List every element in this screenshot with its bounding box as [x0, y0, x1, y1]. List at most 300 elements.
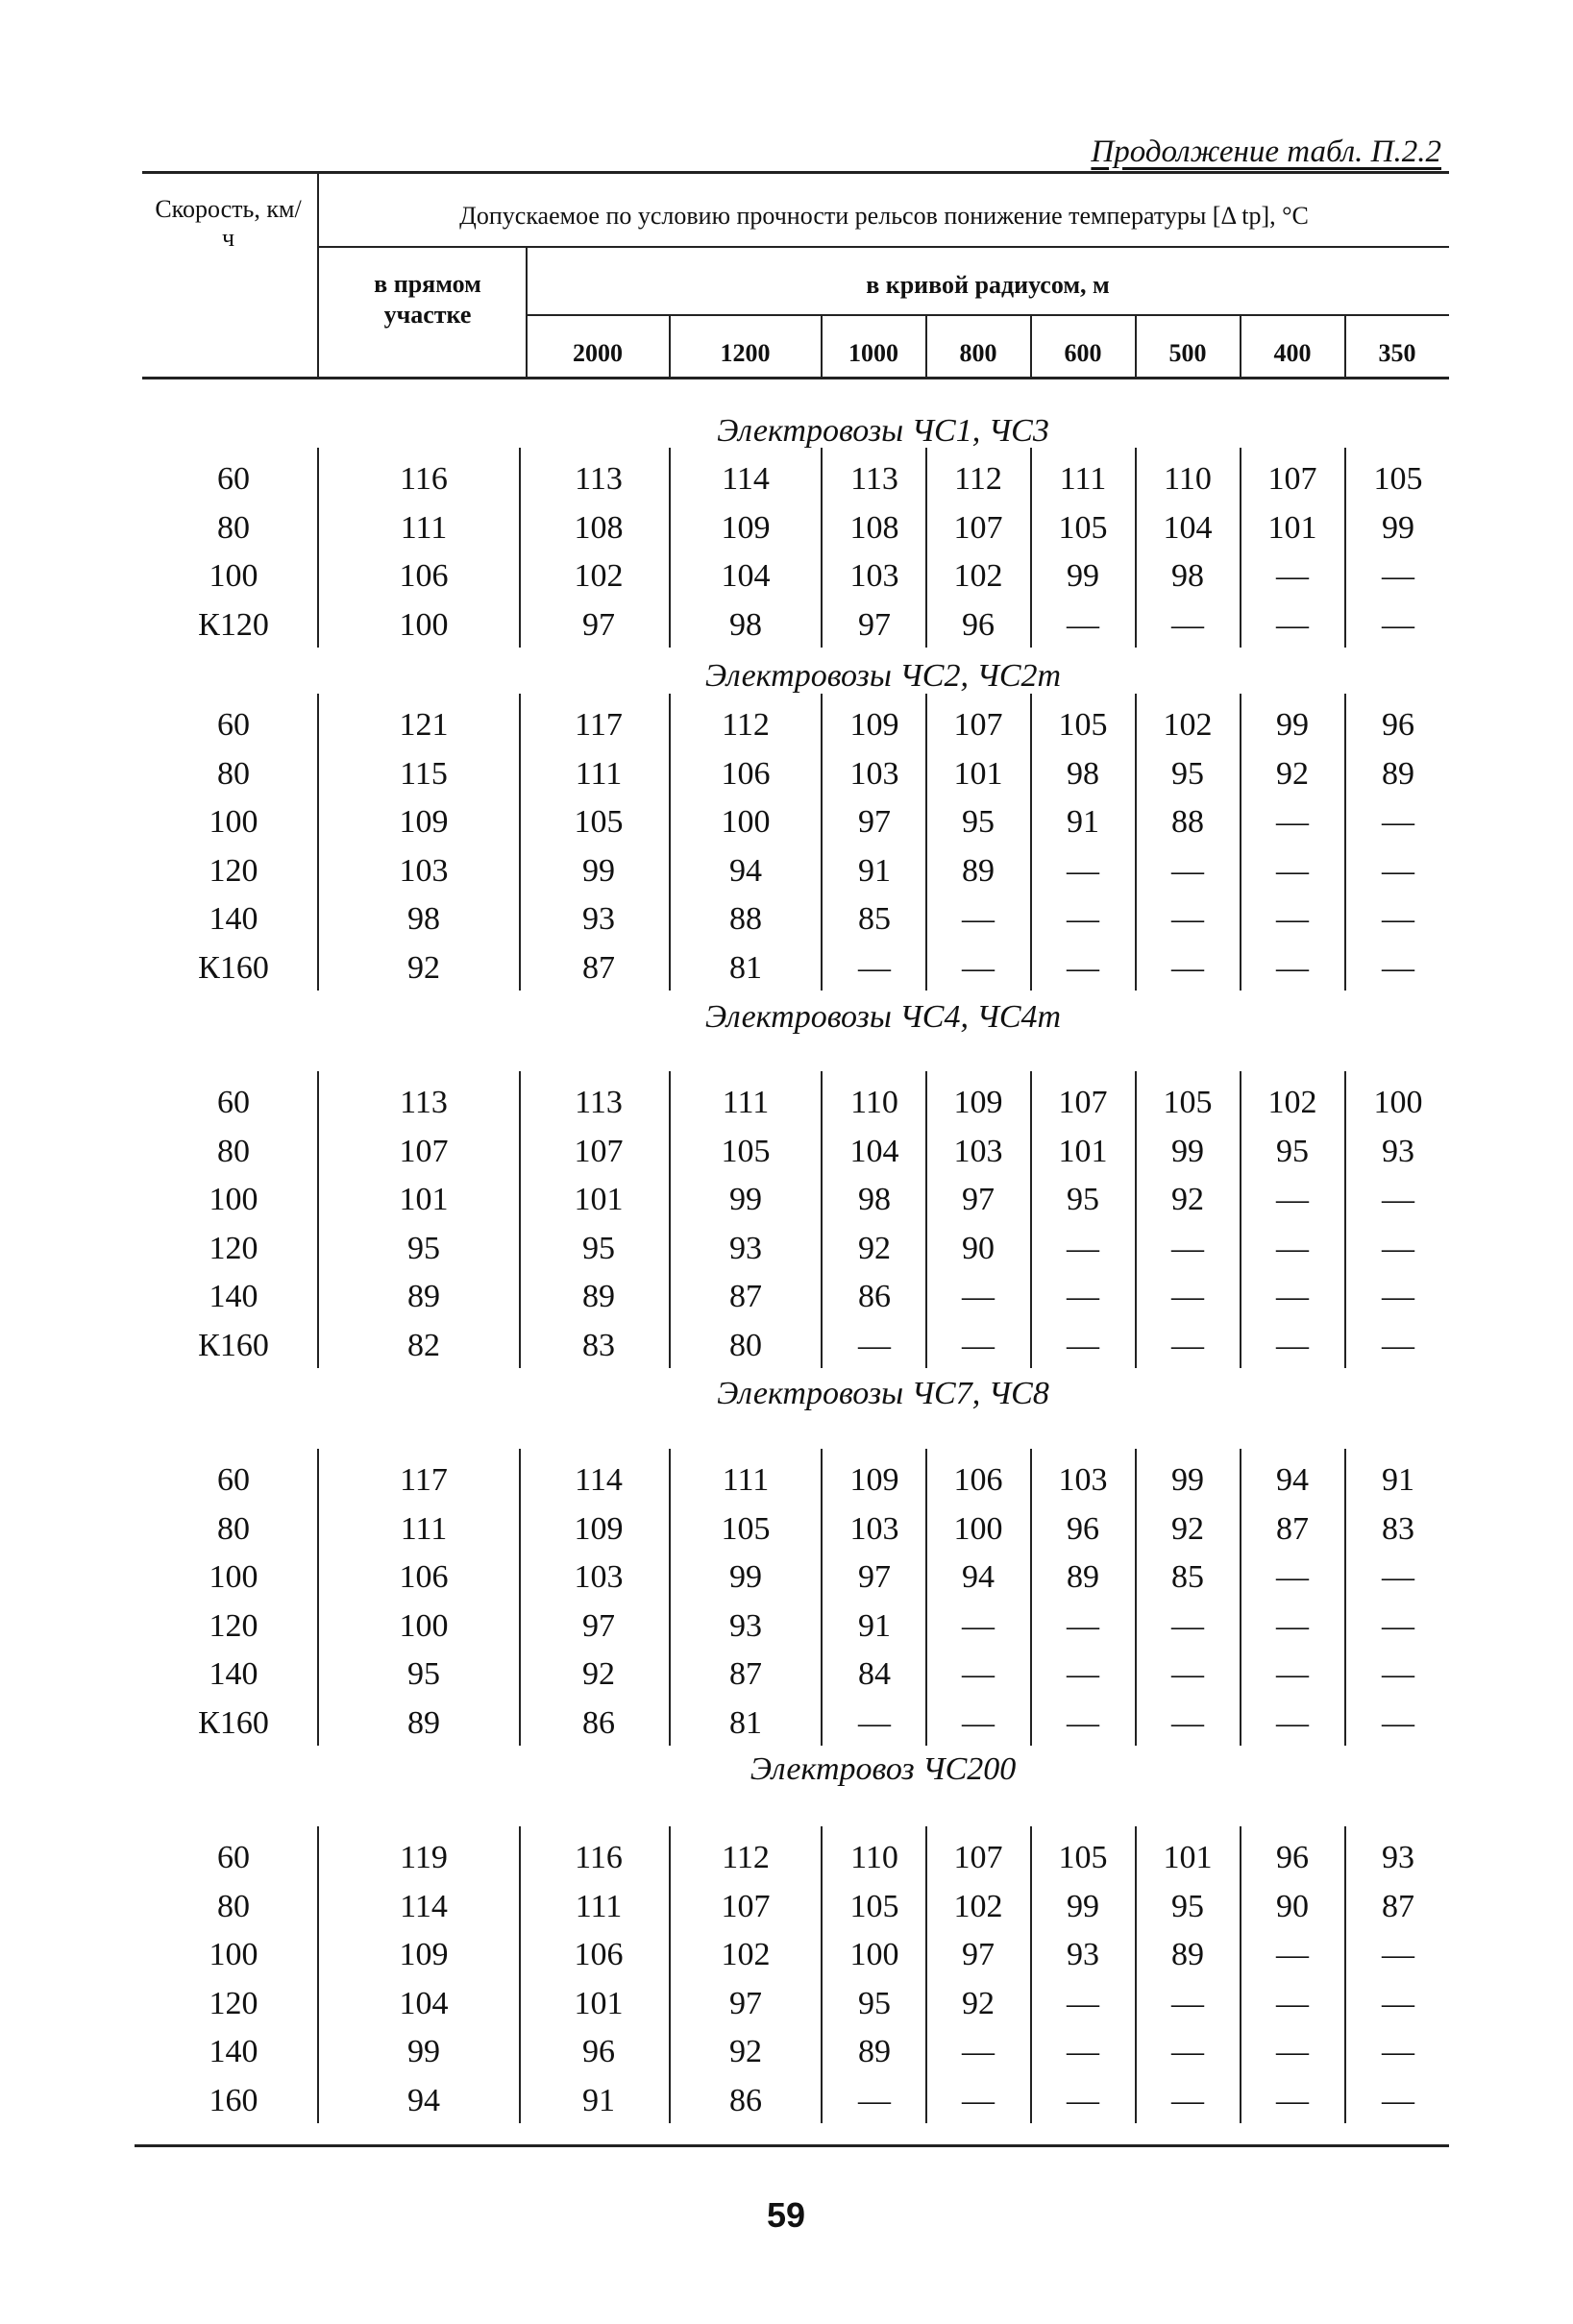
- column-divider: [519, 1826, 521, 2123]
- speed-cell: 80: [217, 1133, 250, 1169]
- value-cell: 86: [858, 1279, 891, 1314]
- value-cell: 93: [1382, 1840, 1414, 1875]
- value-cell: 100: [399, 606, 449, 643]
- value-cell: 107: [721, 1888, 771, 1924]
- value-cell: —: [1067, 1985, 1099, 2021]
- value-cell: —: [1276, 852, 1309, 889]
- bottom-rule: [135, 2144, 1449, 2147]
- value-cell: —: [962, 1607, 995, 1644]
- value-cell: —: [1382, 2082, 1414, 2118]
- value-cell: 87: [1382, 1888, 1414, 1924]
- column-divider: [669, 694, 671, 991]
- column-divider: [317, 1826, 319, 2123]
- speed-cell: 140: [209, 1279, 258, 1314]
- value-cell: 99: [1067, 558, 1099, 594]
- value-cell: 100: [849, 1937, 899, 1972]
- value-cell: 102: [953, 558, 1003, 594]
- value-cell: 90: [962, 1230, 995, 1266]
- value-cell: 95: [858, 1985, 891, 2021]
- section-title: Электровоз ЧС200: [750, 1751, 1017, 1787]
- value-cell: 81: [729, 949, 762, 986]
- value-cell: 98: [1067, 755, 1099, 792]
- column-header-straight: в прямом участке: [374, 270, 481, 329]
- section-title: Электровозы ЧС1, ЧС3: [717, 413, 1049, 449]
- value-cell: —: [1067, 1279, 1099, 1314]
- column-divider: [519, 694, 521, 991]
- header-divider: [1030, 314, 1032, 377]
- speed-cell: 120: [209, 1230, 258, 1266]
- value-cell: 116: [575, 1840, 623, 1875]
- value-cell: —: [962, 2082, 995, 2118]
- value-cell: 97: [729, 1985, 762, 2021]
- radius-header: 1200: [720, 339, 771, 367]
- header-divider: [1344, 314, 1346, 377]
- speed-cell: К160: [198, 1704, 269, 1741]
- value-cell: 102: [1163, 707, 1213, 743]
- column-header-curve: в кривой радиусом, м: [866, 271, 1110, 299]
- value-cell: 110: [850, 1085, 898, 1120]
- value-cell: —: [1382, 558, 1414, 594]
- column-divider: [317, 1071, 319, 1368]
- value-cell: —: [1276, 1937, 1309, 1972]
- value-cell: 103: [574, 1559, 624, 1595]
- value-cell: 95: [407, 1230, 440, 1266]
- value-cell: 105: [574, 804, 624, 840]
- value-cell: 109: [721, 509, 771, 546]
- value-cell: —: [1067, 852, 1099, 889]
- value-cell: —: [1382, 1182, 1414, 1217]
- value-cell: —: [1382, 1937, 1414, 1972]
- value-cell: 99: [1171, 1133, 1204, 1169]
- value-cell: 93: [582, 901, 615, 937]
- radius-header: 1000: [848, 339, 898, 367]
- speed-cell: 80: [217, 1510, 250, 1547]
- value-cell: —: [1276, 1704, 1309, 1741]
- value-cell: —: [1276, 1279, 1309, 1314]
- value-cell: 99: [407, 2034, 440, 2069]
- value-cell: 92: [582, 1656, 615, 1692]
- value-cell: —: [962, 1327, 995, 1363]
- value-cell: 107: [953, 509, 1003, 546]
- value-cell: 98: [858, 1182, 891, 1217]
- value-cell: 113: [400, 1085, 448, 1120]
- value-cell: 104: [721, 558, 771, 594]
- value-cell: 98: [1171, 558, 1204, 594]
- value-cell: —: [1171, 2082, 1204, 2118]
- value-cell: —: [1276, 606, 1309, 643]
- radius-header: 350: [1378, 339, 1416, 367]
- value-cell: 97: [962, 1937, 995, 1972]
- value-cell: 114: [575, 1462, 623, 1498]
- value-cell: 91: [858, 1607, 891, 1644]
- value-cell: 96: [1276, 1840, 1309, 1875]
- value-cell: —: [1382, 1985, 1414, 2021]
- value-cell: —: [1067, 606, 1099, 643]
- speed-cell: 80: [217, 755, 250, 792]
- value-cell: —: [1382, 949, 1414, 986]
- value-cell: —: [962, 1279, 995, 1314]
- value-cell: 99: [1382, 509, 1414, 546]
- value-cell: 121: [399, 707, 449, 743]
- value-cell: 100: [721, 804, 771, 840]
- value-cell: 105: [1163, 1085, 1213, 1120]
- value-cell: 96: [582, 2034, 615, 2069]
- value-cell: 97: [962, 1182, 995, 1217]
- value-cell: 89: [1382, 755, 1414, 792]
- value-cell: 99: [1067, 1888, 1099, 1924]
- value-cell: 105: [1058, 1840, 1108, 1875]
- value-cell: 95: [1171, 1888, 1204, 1924]
- value-cell: —: [1067, 1327, 1099, 1363]
- continuation-label: Продолжение табл. П.2.2: [1091, 135, 1441, 169]
- radius-header: 400: [1273, 339, 1312, 367]
- value-cell: 109: [399, 804, 449, 840]
- value-cell: 87: [1276, 1510, 1309, 1547]
- speed-cell: 60: [217, 461, 250, 497]
- value-cell: —: [1276, 1230, 1309, 1266]
- section-title: Электровозы ЧС2, ЧС2т: [704, 658, 1062, 694]
- value-cell: —: [1067, 1607, 1099, 1644]
- speed-cell: 60: [217, 707, 250, 743]
- value-cell: 107: [574, 1133, 624, 1169]
- value-cell: 111: [722, 1085, 770, 1120]
- value-cell: 114: [722, 461, 770, 497]
- radius-header: 800: [959, 339, 997, 367]
- speed-cell: 100: [209, 1559, 258, 1595]
- value-cell: 91: [1067, 804, 1099, 840]
- value-cell: 84: [858, 1656, 891, 1692]
- speed-cell: 140: [209, 1656, 258, 1692]
- value-cell: 112: [954, 461, 1002, 497]
- speed-cell: К120: [198, 606, 269, 643]
- value-cell: —: [1171, 1327, 1204, 1363]
- value-cell: —: [1067, 949, 1099, 986]
- value-cell: 92: [1171, 1182, 1204, 1217]
- value-cell: 95: [1067, 1182, 1099, 1217]
- value-cell: 107: [1267, 461, 1317, 497]
- value-cell: 100: [953, 1510, 1003, 1547]
- value-cell: 94: [407, 2082, 440, 2118]
- speed-cell: 60: [217, 1840, 250, 1875]
- value-cell: 93: [1067, 1937, 1099, 1972]
- value-cell: —: [858, 1327, 891, 1363]
- value-cell: 103: [849, 558, 899, 594]
- value-cell: 105: [1058, 707, 1108, 743]
- value-cell: —: [858, 1704, 891, 1741]
- value-cell: 106: [399, 1559, 449, 1595]
- value-cell: —: [1276, 1182, 1309, 1217]
- value-cell: —: [1382, 852, 1414, 889]
- value-cell: 94: [729, 852, 762, 889]
- value-cell: 102: [721, 1937, 771, 1972]
- value-cell: —: [1067, 1704, 1099, 1741]
- value-cell: 80: [729, 1327, 762, 1363]
- value-cell: 111: [575, 755, 623, 792]
- value-cell: —: [1382, 1704, 1414, 1741]
- radius-header: 2000: [573, 339, 623, 367]
- speed-cell: 80: [217, 509, 250, 546]
- value-cell: 106: [399, 558, 449, 594]
- value-cell: 92: [407, 949, 440, 986]
- value-cell: 113: [575, 1085, 623, 1120]
- column-divider: [669, 1826, 671, 2123]
- value-cell: 92: [1276, 755, 1309, 792]
- value-cell: —: [962, 2034, 995, 2069]
- value-cell: —: [1171, 1230, 1204, 1266]
- value-cell: 104: [849, 1133, 899, 1169]
- value-cell: 106: [953, 1462, 1003, 1498]
- speed-cell: 80: [217, 1888, 250, 1924]
- value-cell: —: [1067, 1656, 1099, 1692]
- speed-cell: 120: [209, 1985, 258, 2021]
- value-cell: 95: [582, 1230, 615, 1266]
- value-cell: 89: [582, 1279, 615, 1314]
- header-divider: [1135, 314, 1137, 377]
- value-cell: —: [1276, 1327, 1309, 1363]
- header-divider: [1240, 314, 1241, 377]
- value-cell: 109: [953, 1085, 1003, 1120]
- value-cell: 92: [1171, 1510, 1204, 1547]
- value-cell: 100: [399, 1607, 449, 1644]
- value-cell: —: [1067, 2082, 1099, 2118]
- value-cell: 103: [953, 1133, 1003, 1169]
- value-cell: 107: [1058, 1085, 1108, 1120]
- value-cell: —: [858, 949, 891, 986]
- value-cell: 85: [1171, 1559, 1204, 1595]
- value-cell: 90: [1276, 1888, 1309, 1924]
- value-cell: —: [1171, 1607, 1204, 1644]
- value-cell: 96: [1067, 1510, 1099, 1547]
- value-cell: 111: [400, 1510, 448, 1547]
- value-cell: 112: [722, 707, 770, 743]
- value-cell: —: [1382, 1656, 1414, 1692]
- value-cell: 97: [858, 1559, 891, 1595]
- value-cell: 93: [729, 1607, 762, 1644]
- value-cell: 101: [1058, 1133, 1108, 1169]
- page-number: 59: [766, 2195, 806, 2235]
- value-cell: 107: [953, 707, 1003, 743]
- value-cell: 105: [849, 1888, 899, 1924]
- value-cell: —: [1382, 901, 1414, 937]
- value-cell: 97: [858, 606, 891, 643]
- speed-cell: 100: [209, 1937, 258, 1972]
- speed-cell: 100: [209, 1182, 258, 1217]
- value-cell: —: [1276, 2034, 1309, 2069]
- value-cell: —: [1382, 1559, 1414, 1595]
- value-cell: 111: [1059, 461, 1107, 497]
- speed-cell: 100: [209, 558, 258, 594]
- value-cell: 101: [399, 1182, 449, 1217]
- value-cell: —: [858, 2082, 891, 2118]
- value-cell: —: [1171, 852, 1204, 889]
- value-cell: 109: [849, 1462, 899, 1498]
- value-cell: 95: [1171, 755, 1204, 792]
- value-cell: 106: [721, 755, 771, 792]
- value-cell: 93: [729, 1230, 762, 1266]
- value-cell: 89: [858, 2034, 891, 2069]
- value-cell: —: [1382, 1327, 1414, 1363]
- value-cell: 116: [400, 461, 448, 497]
- value-cell: 113: [850, 461, 898, 497]
- section-title: Электровозы ЧС4, ЧС4т: [704, 999, 1062, 1035]
- value-cell: 89: [407, 1704, 440, 1741]
- value-cell: 109: [849, 707, 899, 743]
- value-cell: 109: [574, 1510, 624, 1547]
- speed-cell: 140: [209, 901, 258, 937]
- value-cell: 99: [729, 1559, 762, 1595]
- value-cell: —: [1171, 606, 1204, 643]
- value-cell: —: [1382, 606, 1414, 643]
- value-cell: —: [1171, 1279, 1204, 1314]
- value-cell: —: [1171, 1985, 1204, 2021]
- value-cell: 103: [399, 852, 449, 889]
- value-cell: —: [1382, 1607, 1414, 1644]
- value-cell: 97: [858, 804, 891, 840]
- value-cell: 99: [1276, 707, 1309, 743]
- column-divider: [317, 1449, 319, 1746]
- value-cell: —: [1276, 1559, 1309, 1595]
- value-cell: 98: [729, 606, 762, 643]
- value-cell: 92: [858, 1230, 891, 1266]
- value-cell: 103: [849, 1510, 899, 1547]
- value-cell: 105: [1373, 461, 1423, 497]
- value-cell: 103: [1058, 1462, 1108, 1498]
- value-cell: —: [1382, 1230, 1414, 1266]
- value-cell: 113: [575, 461, 623, 497]
- column-divider: [317, 694, 319, 991]
- radius-header: 600: [1064, 339, 1102, 367]
- value-cell: —: [1276, 1607, 1309, 1644]
- value-cell: 98: [407, 901, 440, 937]
- value-cell: —: [1276, 901, 1309, 937]
- value-cell: —: [1382, 1279, 1414, 1314]
- header-divider: [526, 246, 528, 377]
- value-cell: —: [1276, 2082, 1309, 2118]
- value-cell: 104: [1163, 509, 1213, 546]
- value-cell: 101: [1163, 1840, 1213, 1875]
- speed-cell: 160: [209, 2082, 258, 2118]
- value-cell: —: [1276, 804, 1309, 840]
- value-cell: 91: [582, 2082, 615, 2118]
- value-cell: 92: [729, 2034, 762, 2069]
- value-cell: 96: [1382, 707, 1414, 743]
- value-cell: 89: [962, 852, 995, 889]
- column-header-speed: Скорость, км/ч: [155, 195, 302, 252]
- value-cell: 117: [400, 1462, 448, 1498]
- value-cell: 110: [1164, 461, 1212, 497]
- value-cell: —: [1171, 1704, 1204, 1741]
- value-cell: —: [962, 949, 995, 986]
- value-cell: 97: [582, 1607, 615, 1644]
- column-divider: [519, 1449, 521, 1746]
- value-cell: —: [1276, 558, 1309, 594]
- value-cell: 85: [858, 901, 891, 937]
- value-cell: 83: [1382, 1510, 1414, 1547]
- header-rule: [317, 246, 1449, 248]
- value-cell: 88: [1171, 804, 1204, 840]
- value-cell: 93: [1382, 1133, 1414, 1169]
- value-cell: 89: [1067, 1559, 1099, 1595]
- header-divider: [925, 314, 927, 377]
- value-cell: —: [1382, 2034, 1414, 2069]
- value-cell: 111: [400, 509, 448, 546]
- value-cell: —: [1171, 2034, 1204, 2069]
- value-cell: 108: [574, 509, 624, 546]
- radius-header: 500: [1168, 339, 1207, 367]
- value-cell: 91: [1382, 1462, 1414, 1498]
- value-cell: 91: [858, 852, 891, 889]
- header-divider: [669, 314, 671, 377]
- value-cell: 94: [962, 1559, 995, 1595]
- value-cell: 109: [399, 1937, 449, 1972]
- value-cell: 107: [399, 1133, 449, 1169]
- column-header-allowed-drop: Допускаемое по условию прочности рельсов понижение температуры [Δ tр], °C: [459, 202, 1309, 230]
- value-cell: 102: [953, 1888, 1003, 1924]
- value-cell: 102: [574, 558, 624, 594]
- speed-cell: 100: [209, 804, 258, 840]
- value-cell: 100: [1373, 1085, 1423, 1120]
- value-cell: 105: [721, 1133, 771, 1169]
- value-cell: 97: [582, 606, 615, 643]
- value-cell: 108: [849, 509, 899, 546]
- value-cell: —: [962, 901, 995, 937]
- value-cell: 101: [953, 755, 1003, 792]
- header-divider: [317, 171, 319, 377]
- value-cell: —: [962, 1704, 995, 1741]
- speed-cell: К160: [198, 949, 269, 986]
- value-cell: 115: [400, 755, 448, 792]
- value-cell: 107: [953, 1840, 1003, 1875]
- value-cell: 99: [729, 1182, 762, 1217]
- value-cell: 101: [574, 1985, 624, 2021]
- header-rule: [526, 314, 1449, 316]
- value-cell: 106: [574, 1937, 624, 1972]
- value-cell: —: [1276, 949, 1309, 986]
- value-cell: 119: [400, 1840, 448, 1875]
- value-cell: —: [1067, 1230, 1099, 1266]
- speed-cell: К160: [198, 1327, 269, 1363]
- column-divider: [669, 1071, 671, 1368]
- column-divider: [519, 448, 521, 648]
- value-cell: 92: [962, 1985, 995, 2021]
- value-cell: —: [1276, 1656, 1309, 1692]
- value-cell: 104: [399, 1985, 449, 2021]
- value-cell: 89: [1171, 1937, 1204, 1972]
- value-cell: —: [1067, 2034, 1099, 2069]
- value-cell: 105: [1058, 509, 1108, 546]
- value-cell: 96: [962, 606, 995, 643]
- value-cell: —: [1067, 901, 1099, 937]
- column-divider: [669, 1449, 671, 1746]
- value-cell: 114: [400, 1888, 448, 1924]
- value-cell: 87: [729, 1279, 762, 1314]
- value-cell: 111: [575, 1888, 623, 1924]
- value-cell: 81: [729, 1704, 762, 1741]
- column-divider: [317, 448, 319, 648]
- top-rule: [142, 171, 1449, 174]
- header-divider: [821, 314, 823, 377]
- value-cell: —: [1171, 1656, 1204, 1692]
- speed-cell: 60: [217, 1462, 250, 1498]
- value-cell: 111: [722, 1462, 770, 1498]
- value-cell: 117: [575, 707, 623, 743]
- header-bottom-rule: [142, 377, 1449, 379]
- value-cell: 88: [729, 901, 762, 937]
- speed-cell: 140: [209, 2034, 258, 2069]
- value-cell: 105: [721, 1510, 771, 1547]
- value-cell: 86: [729, 2082, 762, 2118]
- value-cell: 95: [407, 1656, 440, 1692]
